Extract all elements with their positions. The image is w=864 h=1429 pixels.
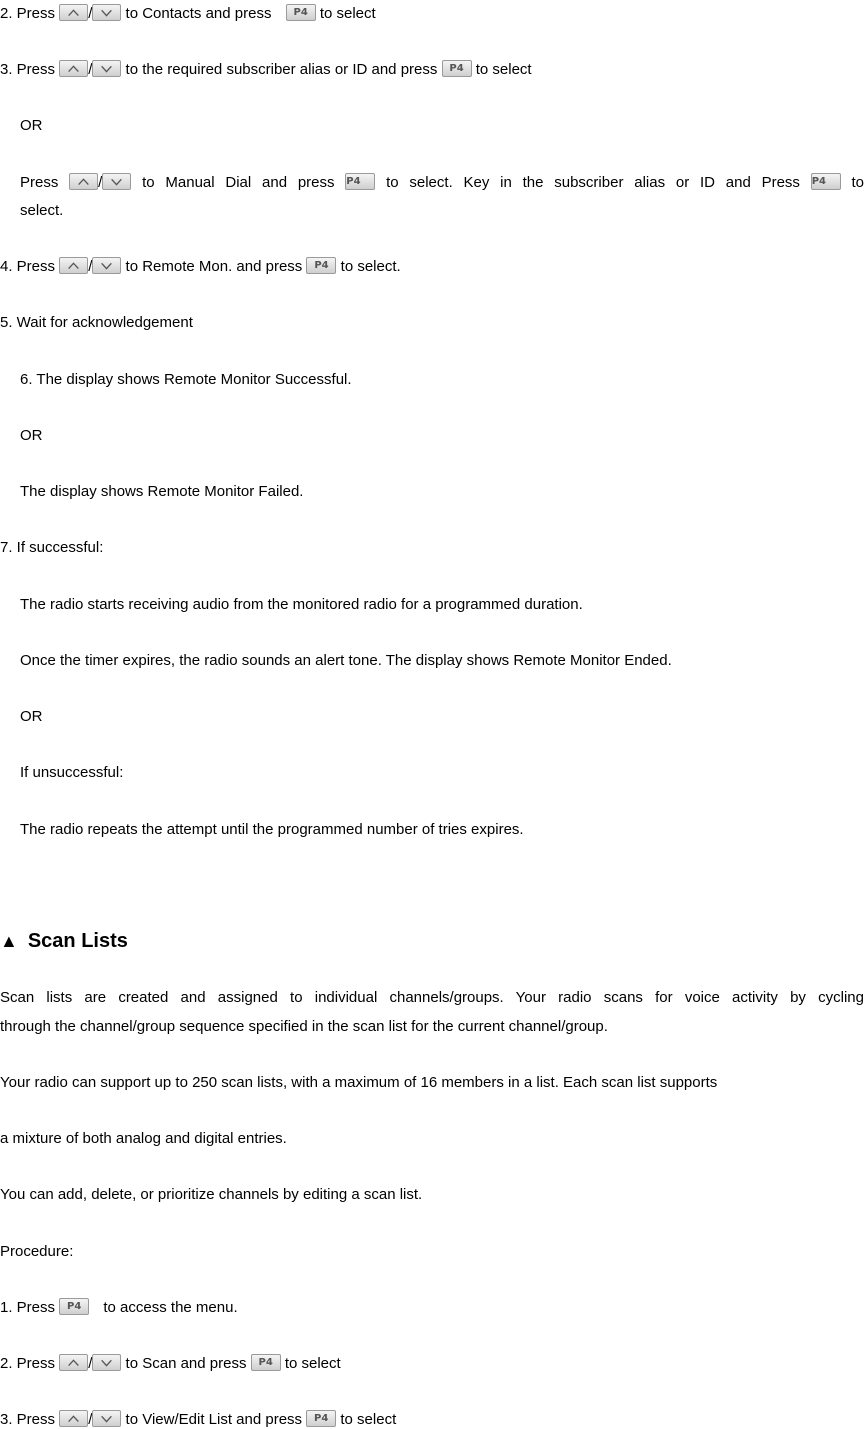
up-arrow-key-icon (59, 4, 88, 21)
scan-para-1-continued: through the channel/group sequence specified in the scan list for the current channel/group. (0, 1018, 608, 1035)
scan-step-2: 2. Press / to Scan and press P4 to select (0, 1355, 341, 1372)
procedure-label: Procedure: (0, 1243, 74, 1260)
or-text: OR (20, 117, 43, 134)
section-heading: ▲ Scan Lists (0, 930, 128, 952)
receiving-text: The radio starts receiving audio from the monitored radio for a programmed duration. (20, 596, 583, 613)
triangle-marker-icon: ▲ (0, 931, 18, 951)
p4-key-icon: P4 (251, 1354, 281, 1371)
p4-key-icon: P4 (442, 60, 472, 77)
down-arrow-key-icon (92, 1354, 121, 1371)
down-arrow-key-icon (92, 1410, 121, 1427)
or-text: OR (20, 708, 43, 725)
manual-dial-continued: select. (20, 202, 64, 219)
repeats-text: The radio repeats the attempt until the programmed number of tries expires. (20, 821, 524, 838)
manual-dial-line: Press / to Manual Dial and press P4 to select. Key in the subscriber alias or ID and Press P4 to (20, 174, 864, 191)
up-arrow-key-icon (59, 60, 88, 77)
up-arrow-key-icon (59, 257, 88, 274)
or-text: OR (20, 427, 43, 444)
p4-key-icon: P4 (306, 257, 336, 274)
down-arrow-key-icon (102, 173, 131, 190)
up-arrow-key-icon (59, 1410, 88, 1427)
scan-para-2: Your radio can support up to 250 scan lists, with a maximum of 16 members in a list. Each scan list supports (0, 1074, 718, 1091)
scan-step-1: 1. Press P4 to access the menu. (0, 1299, 238, 1316)
failed-text: The display shows Remote Monitor Failed. (20, 483, 304, 500)
step-2-contacts: 2. Press / to Contacts and press P4 to select (0, 5, 376, 22)
timer-text: Once the timer expires, the radio sounds an alert tone. The display shows Remote Monitor Ended. (20, 652, 672, 669)
p4-key-icon: P4 (811, 173, 841, 190)
scan-para-3: a mixture of both analog and digital entries. (0, 1130, 287, 1147)
p4-key-icon: P4 (286, 4, 316, 21)
scan-para-1: Scan lists are created and assigned to individual channels/groups. Your radio scans for voice activity by cycling (0, 989, 864, 1006)
p4-key-icon: P4 (306, 1410, 336, 1427)
p4-key-icon: P4 (345, 173, 375, 190)
unsuccessful-text: If unsuccessful: (20, 764, 124, 781)
step-5: 5. Wait for acknowledgement (0, 314, 193, 331)
step-4-remote-mon: 4. Press / to Remote Mon. and press P4 to select. (0, 258, 401, 275)
p4-key-icon: P4 (59, 1298, 89, 1315)
up-arrow-key-icon (59, 1354, 88, 1371)
down-arrow-key-icon (92, 257, 121, 274)
scan-para-4: You can add, delete, or prioritize channels by editing a scan list. (0, 1186, 423, 1203)
scan-step-3: 3. Press / to View/Edit List and press P4 to select (0, 1411, 397, 1428)
step-3-subscriber: 3. Press / to the required subscriber alias or ID and press P4 to select (0, 61, 532, 78)
down-arrow-key-icon (92, 4, 121, 21)
step-6: 6. The display shows Remote Monitor Successful. (20, 371, 352, 388)
down-arrow-key-icon (92, 60, 121, 77)
step-7: 7. If successful: (0, 539, 104, 556)
up-arrow-key-icon (69, 173, 98, 190)
